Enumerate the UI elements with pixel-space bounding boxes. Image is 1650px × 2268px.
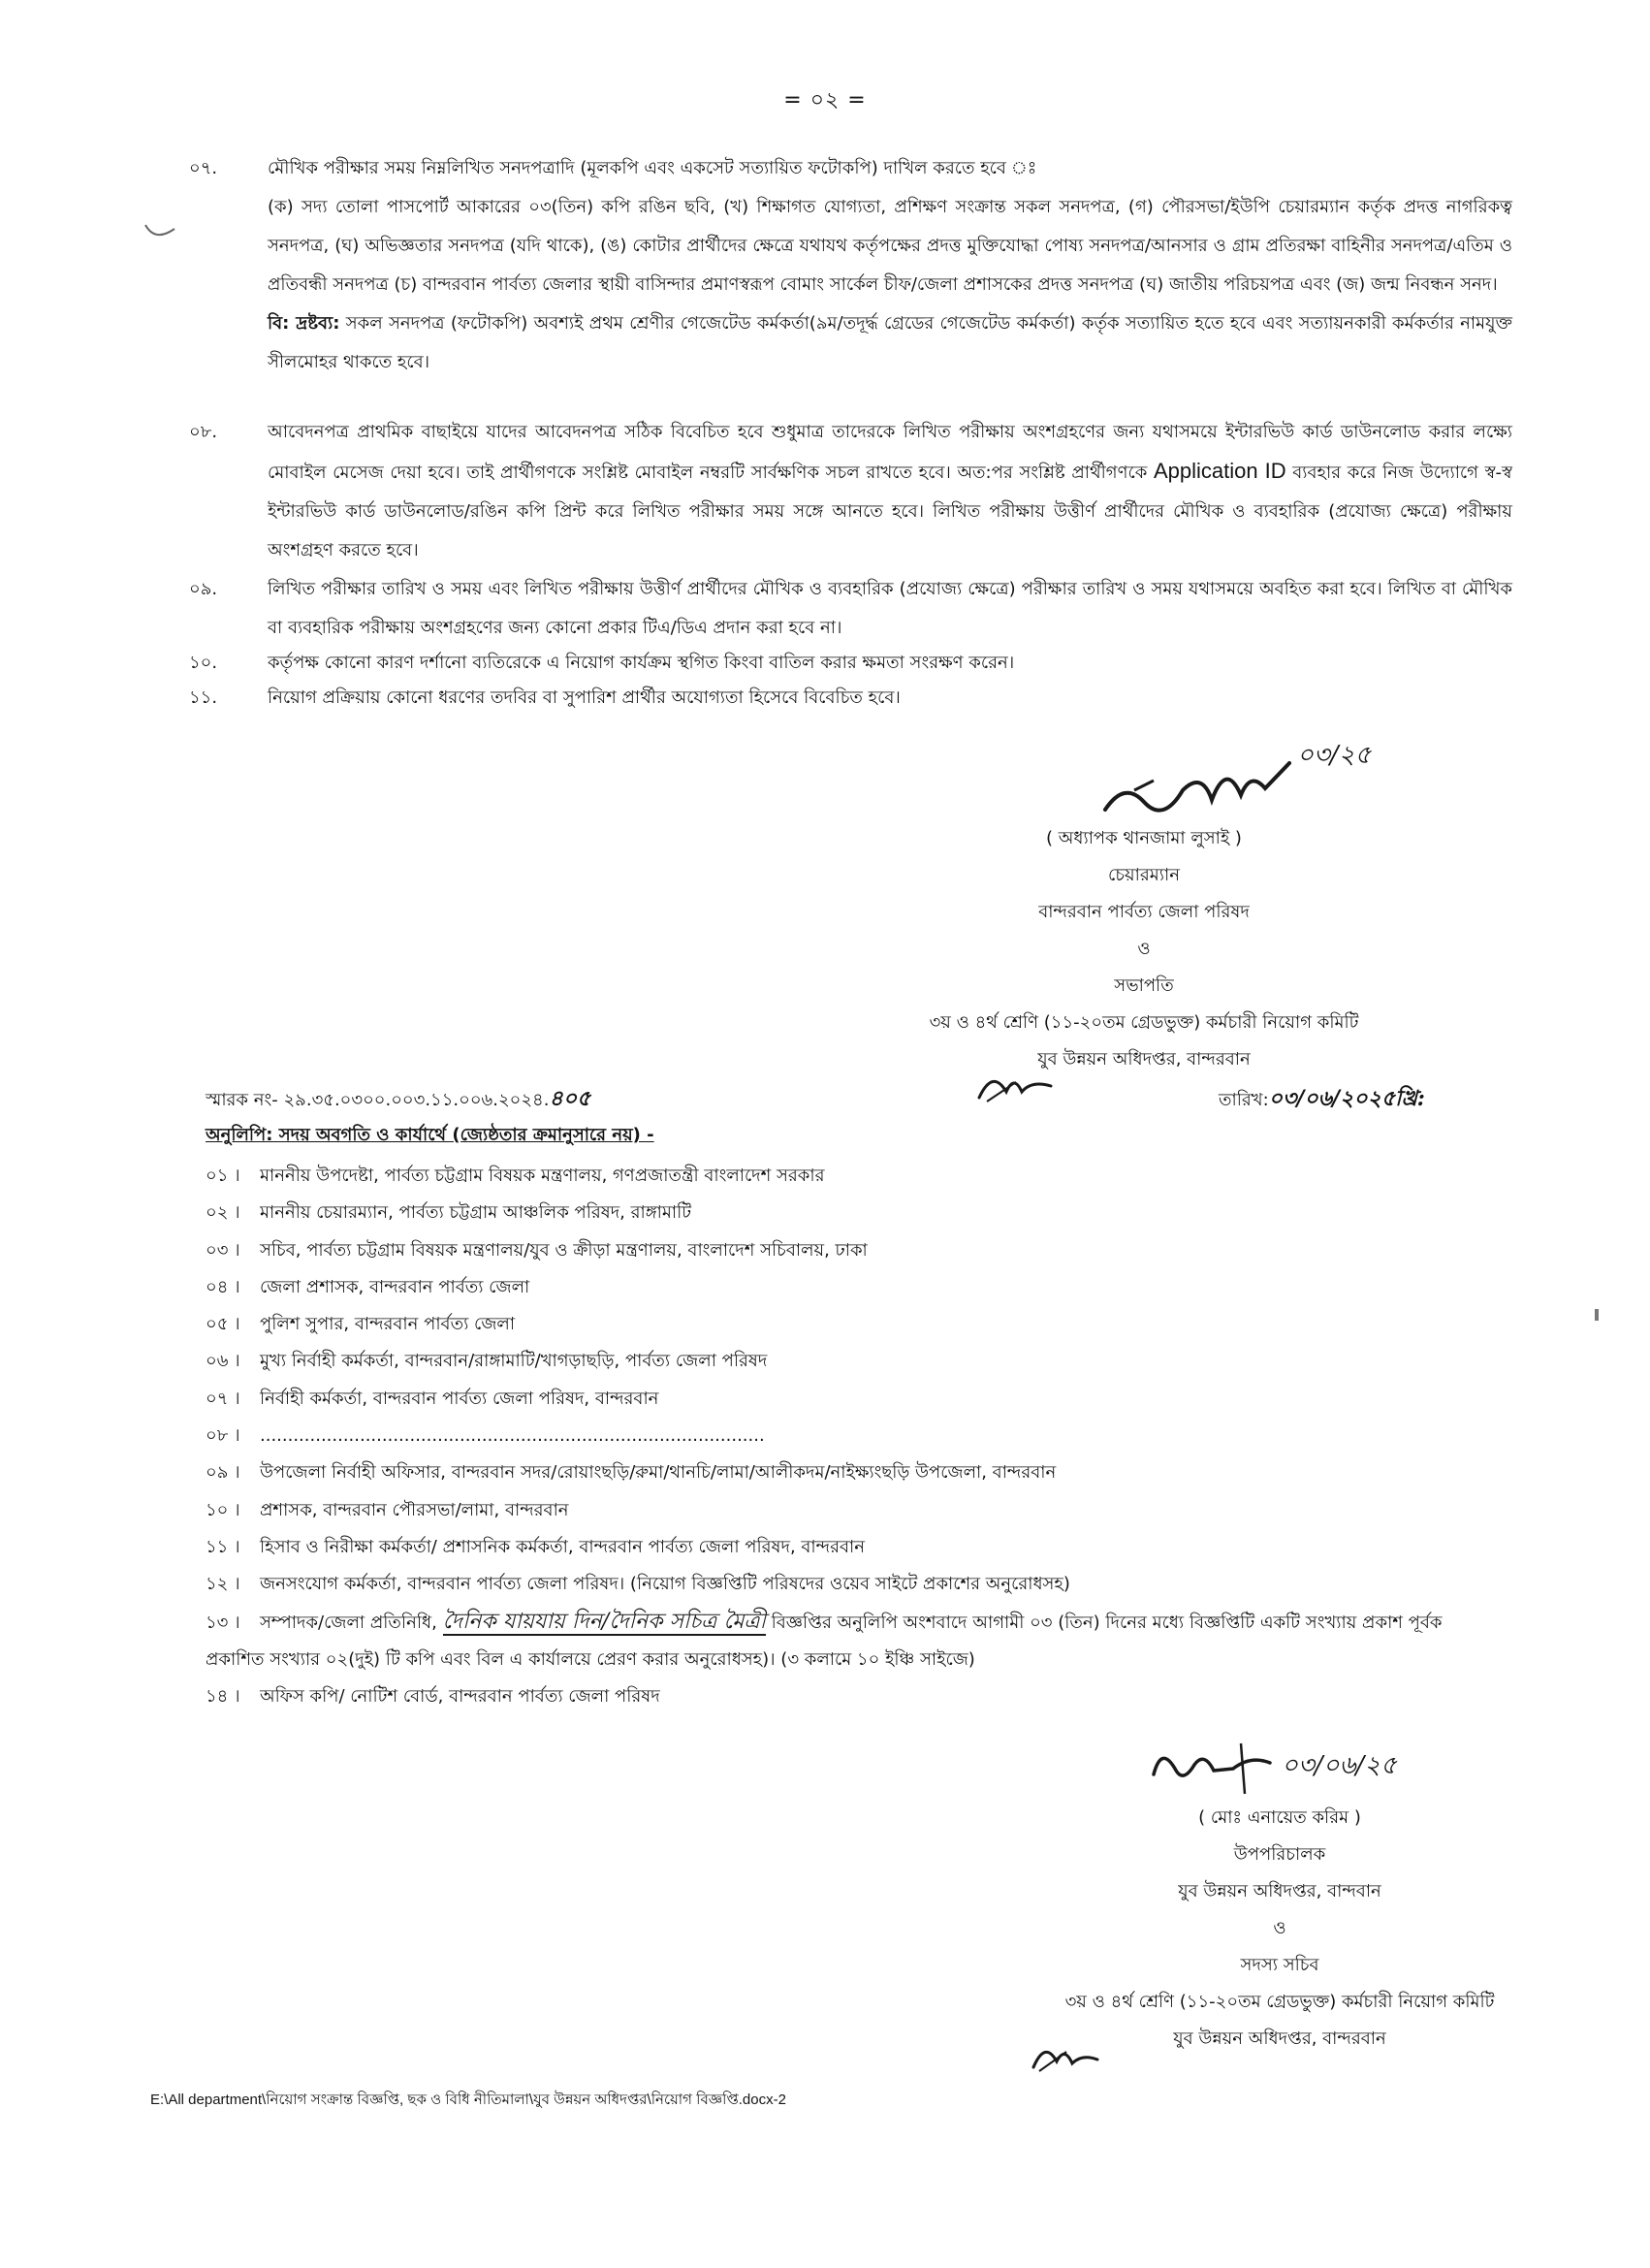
signatory-committee: ৩য় ও ৪র্থ শ্রেণি (১১-২০তম গ্রেডভুক্ত) কর্মচারী নিয়োগ কমিটি <box>1064 1992 1495 2012</box>
cc-item-number: ১১ । <box>206 1536 240 1557</box>
clause-number: ০৭. <box>189 158 218 178</box>
cc-list-item <box>206 1158 1485 1195</box>
cc-list <box>206 1158 1485 1715</box>
signatory-conjunction: ও <box>1137 939 1151 959</box>
signatory-role: সদস্য সচিব <box>1240 1955 1319 1975</box>
cc-item-number: ১২ । <box>206 1574 240 1595</box>
date-label: তারিখ: <box>1219 1090 1269 1110</box>
cc-item-number: ০২ । <box>206 1202 240 1224</box>
signatory-name: ( মোঃ এনায়েত করিম ) <box>1198 1807 1361 1828</box>
cc-item-text: জনসংযোগ কর্মকর্তা, বান্দরবান পার্বত্য জেলা পরিষদ। (নিয়োগ বিজ্ঞপ্তিটি পরিষদের ওয়েব সাইটে প্রকাশের অনুরোধসহ) <box>260 1574 1070 1595</box>
cc-list-item <box>206 1454 1485 1491</box>
handwritten-newspaper-names: দৈনিক যায়যায় দিন/দৈনিক সচিত্র মৈত্রী <box>442 1609 766 1634</box>
signature-ink-text: ০৩/২৫ <box>1297 741 1372 770</box>
cc-item-text-after: বিজ্ঞপ্তির অনুলিপি অংশবাদে আগামী ০৩ (তিন) দিনের মধ্যে বিজ্ঞপ্তিটি একটি সংখ্যায় প্রকাশ পূর্বক প্রকাশিত সংখ্যার ০২(দুই) টি কপি এবং বিল এ কার্যালয়ে প্রেরণ করার অনুরোধসহ)। (৩ কলামে ১০ ইঞ্চি সাইজে) <box>206 1612 1443 1670</box>
signatory-department: যুব উন্নয়ন অধিদপ্তর, বান্দরবান <box>1037 1049 1251 1070</box>
page-number: = ০২ = <box>783 88 867 112</box>
signatory-committee: ৩য় ও ৪র্থ শ্রেণি (১১-২০তম গ্রেডভুক্ত) কর্মচারী নিয়োগ কমিটি <box>929 1012 1359 1033</box>
signature-date-text: ০৩/০৬/২৫ <box>1282 1751 1397 1780</box>
cc-list-item <box>206 1306 1485 1343</box>
cc-item-number: ০১ । <box>206 1166 240 1186</box>
cc-item-text: হিসাব ও নিরীক্ষা কর্মকর্তা/ প্রশাসনিক কর্মকর্তা, বান্দরবান পার্বত্য জেলা পরিষদ, বান্দরবান <box>260 1536 865 1557</box>
cc-item-text: মাননীয় চেয়ারম্যান, পার্বত্য চট্টগ্রাম আঞ্চলিক পরিষদ, রাঙ্গামাটি <box>260 1202 692 1224</box>
signatory-name: ( অধ্যাপক থানজামা লুসাই ) <box>1046 828 1242 848</box>
clause-body: নিয়োগ প্রক্রিয়ায় কোনো ধরণের তদবির বা সুপারিশ প্রার্থীর অযোগ্যতা হিসেবে বিবেচিত হবে। <box>268 687 901 708</box>
clause-09 <box>189 570 1512 648</box>
cc-list-item <box>206 1492 1485 1529</box>
cc-item-text: সচিব, পার্বত্য চট্টগ্রাম বিষয়ক মন্ত্রণালয়/যুব ও ক্রীড়া মন্ত্রণালয়, বাংলাদেশ সচিবালয়, ঢাকা <box>260 1239 868 1261</box>
member-secretary-signatory-block <box>1028 1800 1532 2058</box>
cc-list-item <box>206 1566 1485 1603</box>
cc-item-number: ০৭ । <box>206 1388 240 1409</box>
cc-item-number: ০৫ । <box>206 1314 240 1335</box>
cc-heading: অনুলিপি: সদয় অবগতি ও কার্যার্থে (জ্যেষ্ঠতার ক্রমানুসারে নয়) - <box>206 1125 654 1145</box>
member-secretary-signature <box>1144 1736 1289 1804</box>
cc-item-number: ০৬ । <box>206 1351 240 1372</box>
cc-item-number: ১৩ । <box>206 1612 240 1633</box>
clause-07 <box>189 149 1512 382</box>
clause-body <box>268 413 1512 570</box>
file-path-footer: E:\All department\নিয়োগ সংক্রান্ত বিজ্ঞপ্তি, ছক ও বিধি নীতিমালা\যুব উন্নয়ন অধিদপ্তর\নিয়োগ বিজ্ঞপ্তি.docx-2 <box>150 2092 786 2108</box>
cc-list-item <box>206 1269 1485 1306</box>
initial-signature <box>973 1063 1061 1111</box>
note-label: বি: দ্রষ্টব্য: <box>268 313 340 334</box>
bottom-initial-signature <box>1028 2034 1105 2083</box>
note-text: সকল সনদপত্র (ফটোকপি) অবশ্যই প্রথম শ্রেণীর গেজেটেড কর্মকর্তা(৯ম/তদূর্দ্ধ গ্রেডের গেজেটেড কর্মকর্তা) কর্তৃক সত্যায়িত হতে হবে এবং সত্যায়নকারী কর্মকর্তার নামযুক্ত সীলমোহর থাকতে হবে। <box>268 313 1512 372</box>
clause-note <box>268 304 1512 382</box>
cc-item-text: নির্বাহী কর্মকর্তা, বান্দরবান পার্বত্য জেলা পরিষদ, বান্দরবান <box>260 1388 659 1409</box>
member-secretary-signature-date <box>1282 1747 1397 1784</box>
cc-item-number: ০৩ । <box>206 1239 240 1261</box>
memo-date <box>1219 1082 1425 1118</box>
cc-list-item <box>206 1678 1485 1715</box>
cc-item-text: প্রশাসক, বান্দরবান পৌরসভা/লামা, বান্দরবান <box>260 1499 569 1520</box>
cc-list-item <box>206 1195 1485 1231</box>
cc-item-text: পুলিশ সুপার, বান্দরবান পার্বত্য জেলা <box>260 1314 516 1335</box>
clause-number: ১০. <box>189 653 218 673</box>
cc-list-item <box>206 1418 1485 1454</box>
cc-list-item <box>206 1529 1485 1566</box>
clause-document-list: (ক) সদ্য তোলা পাসপোর্ট আকারের ০৩(তিন) কপি রঙিন ছবি, (খ) শিক্ষাগত যোগ্যতা, প্রশিক্ষণ সংক্রান্ত সকল সনদপত্র, (গ) পৌরসভা/ইউপি চেয়ারম্যান কর্তৃক প্রদত্ত নাগরিকত্ব সনদপত্র, (ঘ) অভিজ্ঞতার সনদপত্র (যদি থাকে), (ঙ) কোটার প্রার্থীদের ক্ষেত্রে যথাযথ কর্তৃপক্ষের প্রদত্ত মুক্তিযোদ্ধা পোষ্য সনদপত্র/আনসার ও গ্রাম প্রতিরক্ষা বাহিনীর সনদপত্র/এতিম ও প্রতিবন্ধী সনদপত্র (চ) বান্দরবান পার্বত্য জেলার স্থায়ী বাসিন্দার প্রমাণস্বরূপ বোমাং সার্কেল চীফ/জেলা প্রশাসকের প্রদত্ত সনদপত্র (ঘ) জাতীয় পরিচয়পত্র এবং (জ) জন্ম নিবন্ধন সনদ। <box>268 197 1512 295</box>
scan-mark-icon <box>142 221 180 244</box>
application-id-term: Application ID <box>1153 459 1286 483</box>
clause-number: ০৮. <box>189 422 218 442</box>
chairman-signatory-block <box>892 820 1396 1078</box>
signatory-designation: চেয়ারম্যান <box>1108 865 1180 885</box>
cc-item-text: মাননীয় উপদেষ্টা, পার্বত্য চট্টগ্রাম বিষয়ক মন্ত্রণালয়, গণপ্রজাতন্ত্রী বাংলাদেশ সরকার <box>260 1166 825 1186</box>
clause-number: ০৯. <box>189 579 218 599</box>
cc-item-number: ০৪ । <box>206 1276 240 1297</box>
clause-11 <box>189 679 1512 718</box>
signatory-designation: উপপরিচালক <box>1233 1844 1326 1865</box>
signatory-role: সভাপতি <box>1114 975 1174 996</box>
cc-item-text: ........................................................................................... <box>260 1425 765 1447</box>
clause-text-after: ব্যবহার করে নিজ উদ্যোগে স্ব-স্ব ইন্টারভিউ কার্ড ডাউনলোড/রঙিন কপি প্রিন্ট করে লিখিত পরীক্ষার সময় সঙ্গে আনতে হবে। লিখিত পরীক্ষায় উত্তীর্ণ প্রার্থীদের মৌখিক ও ব্যবহারিক (প্রযোজ্য ক্ষেত্রে) পরীক্ষায় অংশগ্রহণ করতে হবে। <box>268 463 1512 560</box>
cc-item-text: উপজেলা নির্বাহী অফিসার, বান্দরবান সদর/রোয়াংছড়ি/রুমা/থানচি/লামা/আলীকদম/নাইক্ষ্যংছড়ি উপজেলা, বান্দরবান <box>260 1462 1057 1484</box>
chairman-signature-date <box>1297 737 1371 774</box>
clause-10 <box>189 644 1512 683</box>
clause-body: লিখিত পরীক্ষার তারিখ ও সময় এবং লিখিত পরীক্ষায় উত্তীর্ণ প্রার্থীদের মৌখিক ও ব্যবহারিক (প্রযোজ্য ক্ষেত্রে) পরীক্ষার তারিখ ও সময় যথাসময়ে অবহিত করা হবে। লিখিত বা মৌখিক বা ব্যবহারিক পরীক্ষায় অংশগ্রহণের জন্য কোনো প্রকার টিএ/ডিএ প্রদান করা হবে না। <box>268 579 1512 638</box>
memo-handwritten-number: ৪০৫ <box>549 1086 591 1111</box>
date-value: ০৩/০৬/২০২৫খ্রি: <box>1268 1086 1425 1111</box>
cc-item-number: ০৯ । <box>206 1462 240 1484</box>
cc-list-item <box>206 1232 1485 1269</box>
cc-list-item-13 <box>206 1604 1485 1679</box>
memo-number <box>206 1082 590 1118</box>
signatory-department: যুব উন্নয়ন অধিদপ্তর, বান্দরবান <box>1173 2028 1386 2049</box>
cc-item-text: জেলা প্রশাসক, বান্দরবান পার্বত্য জেলা <box>260 1276 530 1297</box>
signatory-office: বান্দরবান পার্বত্য জেলা পরিষদ <box>1038 902 1250 922</box>
memo-label: স্মারক নং- ২৯.৩৫.০৩০০.০০৩.১১.০০৬.২০২৪. <box>206 1090 550 1110</box>
clause-text-before: আবেদনপত্র প্রাথমিক বাছাইয়ে যাদের আবেদনপত্র সঠিক বিবেচিত হবে শুধুমাত্র তাদেরকে লিখিত পরীক্ষায় অংশগ্রহণের জন্য যথাসময়ে ইন্টারভিউ কার্ড ডাউনলোড করার লক্ষ্যে মোবাইল মেসেজ দেয়া হবে। তাই প্রার্থীগণকে সংশ্লিষ্ট মোবাইল নম্বরটি সার্বক্ষণিক সচল রাখতে হবে। অত:পর সংশ্লিষ্ট প্রার্থীগণকে <box>268 422 1512 483</box>
cc-item-number: ০৮ । <box>206 1425 240 1447</box>
clause-intro: মৌখিক পরীক্ষার সময় নিম্নলিখিত সনদপত্রাদি (মূলকপি এবং একসেট সত্যায়িত ফটোকপি) দাখিল করতে হবে ঃ <box>268 158 1037 178</box>
cc-item-text-before: সম্পাদক/জেলা প্রতিনিধি, <box>260 1612 443 1633</box>
cc-item-text: মুখ্য নির্বাহী কর্মকর্তা, বান্দরবান/রাঙ্গামাটি/খাগড়াছড়ি, পার্বত্য জেলা পরিষদ <box>260 1351 768 1372</box>
clause-number: ১১. <box>189 687 218 708</box>
cc-list-item <box>206 1381 1485 1418</box>
signatory-office: যুব উন্নয়ন অধিদপ্তর, বান্দবান <box>1178 1881 1381 1901</box>
cc-item-number: ১০ । <box>206 1499 240 1520</box>
clause-08 <box>189 413 1512 570</box>
clause-body <box>268 149 1512 382</box>
clause-text <box>268 413 1512 570</box>
cc-item-text: অফিস কপি/ নোটিশ বোর্ড, বান্দরবান পার্বত্য জেলা পরিষদ <box>260 1686 660 1708</box>
cc-list-item <box>206 1343 1485 1380</box>
cc-item-number: ১৪ । <box>206 1686 240 1708</box>
signatory-conjunction: ও <box>1273 1918 1286 1938</box>
clause-body: কর্তৃপক্ষ কোনো কারণ দর্শানো ব্যতিরেকে এ নিয়োগ কার্যক্রম স্থগিত কিংবা বাতিল করার ক্ষমতা সংরক্ষণ করেন। <box>268 653 1015 673</box>
scan-speck <box>1595 1309 1599 1321</box>
